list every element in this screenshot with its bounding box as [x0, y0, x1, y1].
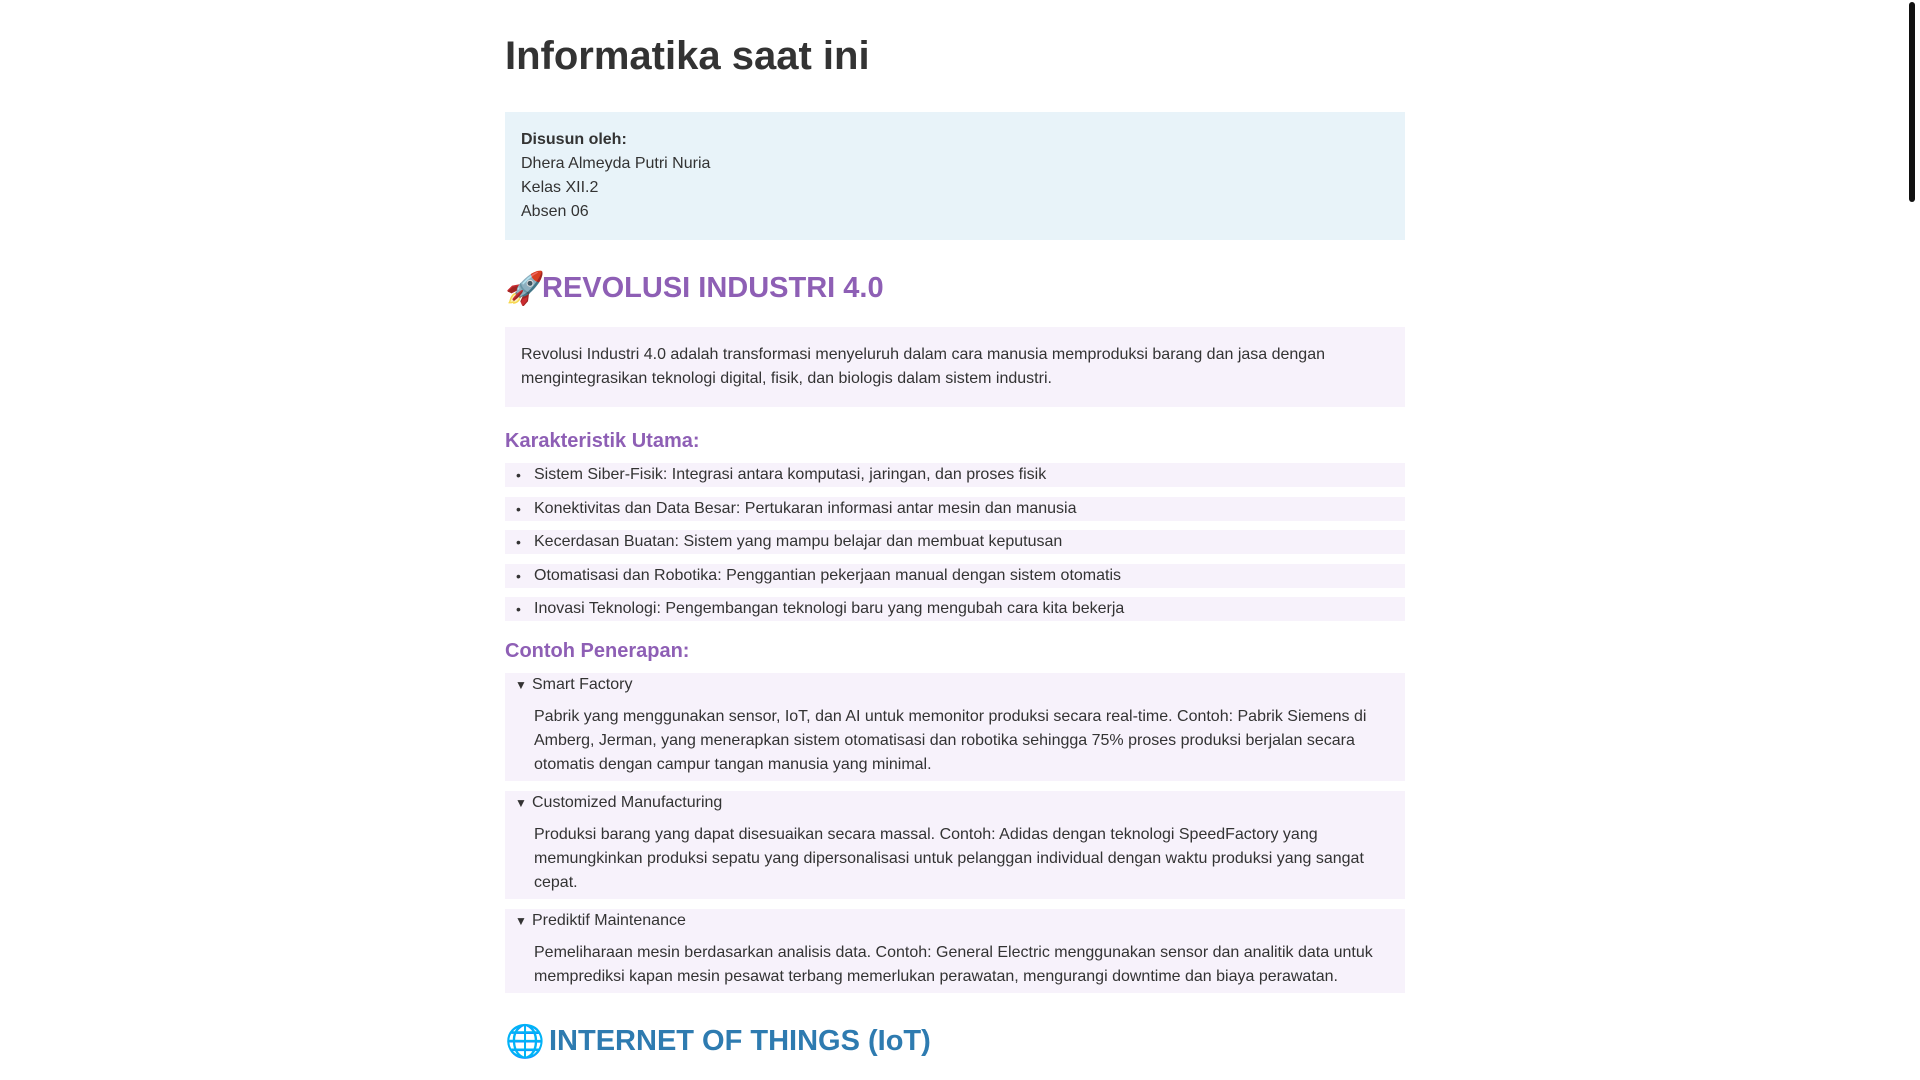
bullet-icon: • — [516, 500, 521, 517]
caret-down-icon: ▼ — [515, 914, 527, 928]
author-name: Dhera Almeyda Putri Nuria — [521, 155, 711, 172]
summary-label: Customized Manufacturing — [532, 794, 723, 811]
karakteristik-list — [505, 463, 1405, 621]
list-item — [505, 463, 1405, 487]
summary-customized-manufacturing[interactable] — [505, 791, 1405, 815]
caret-down-icon: ▼ — [515, 678, 527, 692]
list-item — [505, 597, 1405, 621]
list-item-text: Inovasi Teknologi: Pengembangan teknologi baru yang mengubah cara kita bekerja — [534, 600, 1125, 617]
list-item-text: Otomatisasi dan Robotika: Penggantian pekerjaan manual dengan sistem otomatis — [534, 566, 1122, 584]
section-heading-iot-text: INTERNET OF THINGS (IoT) — [549, 1025, 931, 1057]
summary-label: Smart Factory — [532, 676, 633, 693]
scrollbar-thumb[interactable] — [1909, 2, 1915, 202]
bullet-icon: • — [516, 534, 521, 550]
main-content — [505, 0, 1405, 1080]
details-prediktif-maintenance — [505, 909, 1405, 993]
author-box — [505, 112, 1405, 240]
author-label: Disusun oleh: — [521, 131, 627, 148]
page-scrollbar[interactable] — [1902, 0, 1920, 1080]
details-body: Produksi barang yang dapat disesuaikan secara massal. Contoh: Adidas dengan teknologi SpeedFactory yang memungkinkan produksi sepatu yang dipersonalisasi untuk pelanggan individual dengan waktu produksi yang sangat cepat. — [534, 826, 1364, 891]
section-heading-iot — [505, 1023, 1405, 1059]
details-body: Pabrik yang menggunakan sensor, IoT, dan AI untuk memonitor produksi secara real-time. Contoh: Pabrik Siemens di Amberg, Jerman, yang menerapkan sistem otomatisasi dan robotika sehingga 75% proses produksi berjalan secara otomatis dengan campur tangan manusia yang minimal. — [534, 708, 1367, 773]
contoh-list — [505, 673, 1405, 993]
globe-icon: 🌐 — [505, 1023, 545, 1059]
list-item-text: Kecerdasan Buatan: Sistem yang mampu belajar dan membuat keputusan — [534, 533, 1063, 550]
summary-prediktif-maintenance[interactable] — [505, 909, 1405, 933]
summary-label: Prediktif Maintenance — [532, 912, 686, 929]
revolusi-intro: Revolusi Industri 4.0 adalah transformasi menyeluruh dalam cara manusia memproduksi barang dan jasa dengan mengintegrasikan teknologi digital, fisik, dan biologis dalam sistem industri. — [505, 327, 1405, 407]
details-customized-manufacturing — [505, 791, 1405, 899]
karakteristik-heading: Karakteristik Utama: — [505, 430, 700, 452]
caret-down-icon: ▼ — [515, 796, 527, 810]
page-title: Informatika saat ini — [505, 34, 870, 78]
rocket-icon: 🚀 — [505, 270, 545, 306]
bullet-icon: • — [516, 601, 521, 617]
contoh-heading: Contoh Penerapan: — [505, 640, 690, 662]
author-absen: Absen 06 — [521, 203, 589, 220]
author-class: Kelas XII.2 — [521, 179, 599, 196]
list-item — [505, 530, 1405, 554]
bullet-icon: • — [516, 567, 521, 584]
details-body: Pemeliharaan mesin berdasarkan analisis data. Contoh: General Electric menggunakan sensor dan analitik data untuk memprediksi kapan mesin pesawat terbang memerlukan perawatan, mengurangi downtime dan biaya perawatan. — [534, 944, 1373, 985]
section-heading-revolusi-text: REVOLUSI INDUSTRI 4.0 — [542, 272, 884, 304]
details-smart-factory — [505, 673, 1405, 781]
list-item — [505, 564, 1405, 588]
list-item-text: Konektivitas dan Data Besar: Pertukaran informasi antar mesin dan manusia — [534, 499, 1077, 517]
summary-smart-factory[interactable] — [505, 673, 1405, 697]
bullet-icon: • — [516, 467, 521, 483]
list-item-text: Sistem Siber-Fisik: Integrasi antara komputasi, jaringan, dan proses fisik — [534, 466, 1047, 483]
section-heading-revolusi — [505, 270, 1405, 306]
list-item — [505, 497, 1405, 521]
